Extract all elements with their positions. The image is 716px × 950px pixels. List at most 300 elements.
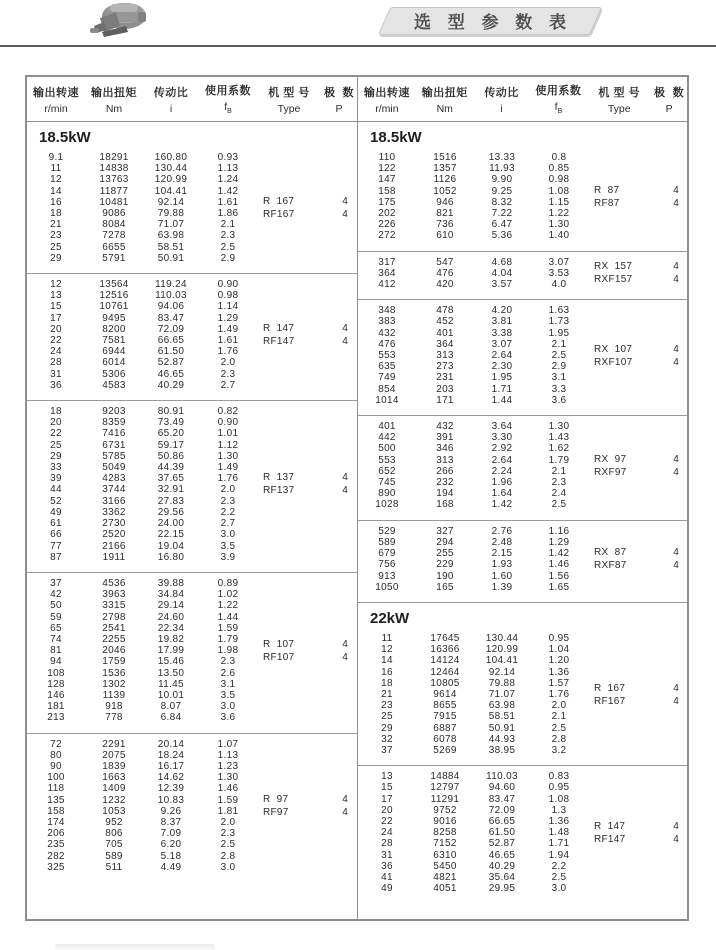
poles-count: 4 <box>342 651 348 663</box>
model-type: RF137 <box>263 485 295 497</box>
output-torque-value: 190 <box>436 570 454 582</box>
output-torque-value: 9016 <box>433 815 457 827</box>
poles-values <box>327 638 357 664</box>
model-type-labels <box>588 453 658 479</box>
data-rows <box>27 152 257 264</box>
data-block <box>358 521 687 603</box>
table-row <box>27 242 257 253</box>
type-poles-area <box>257 279 357 391</box>
ratio-value: 50.91 <box>157 252 185 264</box>
output-speed-value: 749 <box>378 372 396 384</box>
ratio-value: 32.91 <box>157 484 185 496</box>
table-row <box>27 324 257 335</box>
ratio-value: 71.07 <box>157 219 185 231</box>
output-speed-value: 11 <box>381 632 393 644</box>
ratio-value: 39.88 <box>157 577 185 589</box>
output-torque-value: 17645 <box>430 632 460 644</box>
output-torque-value: 194 <box>436 488 454 500</box>
output-speed-value: 146 <box>47 689 65 701</box>
service-factor-value: 1.24 <box>217 174 239 186</box>
output-torque-value: 4283 <box>102 473 126 485</box>
output-torque-value: 6944 <box>102 346 126 358</box>
poles-count: 4 <box>673 547 679 559</box>
output-torque-value: 364 <box>436 338 454 350</box>
service-factor-value: 2.7 <box>220 518 236 530</box>
ratio-value: 3.38 <box>491 327 513 339</box>
service-factor-value: 1.08 <box>548 793 570 805</box>
output-torque-value: 7416 <box>102 428 126 440</box>
model-type: R 107 <box>263 638 295 650</box>
output-speed-value: 87 <box>50 551 62 563</box>
output-speed-value: 158 <box>47 805 65 817</box>
output-speed-value: 348 <box>378 305 396 317</box>
poles-values <box>658 820 687 846</box>
output-torque-value: 1409 <box>102 783 126 795</box>
service-factor-value: 1.79 <box>548 454 570 466</box>
ratio-value: 3.57 <box>491 279 513 291</box>
output-speed-value: 20 <box>381 804 393 816</box>
output-torque-value: 2046 <box>102 645 126 657</box>
ratio-value: 66.65 <box>488 815 516 827</box>
output-torque-value: 7152 <box>433 838 457 850</box>
output-torque-value: 1357 <box>433 163 457 175</box>
gear-motor-illustration <box>86 0 152 44</box>
service-factor-value: 3.0 <box>551 883 567 895</box>
table-row <box>27 406 257 417</box>
table-row <box>358 268 588 279</box>
ratio-value: 65.20 <box>157 428 185 440</box>
table-row <box>27 507 257 518</box>
output-speed-value: 11 <box>50 163 62 175</box>
table-row <box>27 451 257 462</box>
table-row <box>358 723 588 734</box>
poles-values <box>658 260 687 286</box>
table-row <box>27 679 257 690</box>
service-factor-value: 0.90 <box>217 417 239 429</box>
service-factor-value: 1.86 <box>217 208 239 220</box>
data-block <box>27 573 357 734</box>
output-torque-value: 9203 <box>102 406 126 418</box>
output-torque-value: 420 <box>436 279 454 291</box>
service-factor-value: 1.63 <box>548 305 570 317</box>
table-row <box>358 548 588 559</box>
ratio-value: 13.33 <box>488 152 516 163</box>
service-factor-value: 2.1 <box>551 338 567 350</box>
ratio-value: 72.09 <box>157 323 185 335</box>
service-factor-value: 0.85 <box>548 163 570 175</box>
output-speed-value: 206 <box>47 828 65 840</box>
output-torque-value: 10481 <box>99 196 129 208</box>
table-row <box>27 862 257 873</box>
output-torque-value: 1759 <box>102 656 126 668</box>
service-factor-value: 2.9 <box>220 252 236 264</box>
output-torque-value: 952 <box>105 816 123 828</box>
output-speed-value: 13 <box>381 771 393 783</box>
model-type: RX 157 <box>594 261 633 273</box>
output-torque-value: 12516 <box>99 290 129 302</box>
output-torque-value: 1139 <box>102 689 126 701</box>
output-speed-value: 12 <box>381 644 393 656</box>
output-torque-value: 8258 <box>433 827 457 839</box>
ratio-value: 61.50 <box>157 346 185 358</box>
poles-count: 4 <box>342 793 348 805</box>
header-output-speed: 输出转速 r/min <box>363 86 410 115</box>
table-row <box>358 279 588 290</box>
ratio-value: 16.17 <box>157 760 185 772</box>
table-row <box>358 794 588 805</box>
service-factor-value: 2.5 <box>551 350 567 362</box>
service-factor-value: 1.79 <box>217 633 239 645</box>
left-panel-body <box>27 122 357 919</box>
ratio-value: 120.99 <box>154 174 188 186</box>
model-type-labels <box>588 184 658 210</box>
service-factor-value: 0.82 <box>217 406 239 418</box>
output-torque-value: 7915 <box>433 711 457 723</box>
table-row <box>358 384 588 395</box>
output-torque-value: 589 <box>105 850 123 862</box>
service-factor-value: 2.0 <box>220 484 236 496</box>
output-speed-value: 9.1 <box>48 152 64 163</box>
output-torque-value: 6655 <box>102 241 126 253</box>
table-row <box>27 290 257 301</box>
table-left-column <box>27 77 357 919</box>
output-speed-value: 181 <box>47 701 65 713</box>
service-factor-value: 1.36 <box>548 815 570 827</box>
service-factor-value: 0.95 <box>548 782 570 794</box>
data-rows <box>358 305 588 406</box>
output-speed-value: 22 <box>50 428 62 440</box>
header-service-factor: 使用系数 $f_B$ <box>535 85 582 116</box>
table-row <box>358 499 588 510</box>
table-row <box>358 872 588 883</box>
output-speed-value: 202 <box>378 208 396 220</box>
data-rows <box>27 739 257 873</box>
ratio-value: 38.95 <box>488 744 516 756</box>
data-rows <box>27 578 257 724</box>
output-torque-value: 452 <box>436 316 454 328</box>
ratio-value: 12.39 <box>157 783 185 795</box>
ratio-value: 1.42 <box>491 499 513 511</box>
service-factor-value: 3.5 <box>220 689 236 701</box>
output-torque-value: 313 <box>436 350 454 362</box>
service-factor-value: 3.53 <box>548 267 570 279</box>
output-torque-value: 476 <box>436 267 454 279</box>
output-speed-value: 52 <box>50 495 62 507</box>
service-factor-value: 1.20 <box>548 655 570 667</box>
model-type-labels <box>588 820 658 846</box>
table-row <box>358 186 588 197</box>
output-torque-value: 229 <box>436 559 454 571</box>
table-row <box>27 473 257 484</box>
output-speed-value: 412 <box>378 279 396 291</box>
table-row <box>27 634 257 645</box>
output-speed-value: 65 <box>50 622 62 634</box>
data-block <box>27 147 357 274</box>
output-torque-value: 1052 <box>433 185 457 197</box>
output-torque-value: 14838 <box>99 163 129 175</box>
output-speed-value: 36 <box>50 379 62 391</box>
table-row <box>358 571 588 582</box>
service-factor-value: 3.1 <box>551 372 567 384</box>
table-row <box>27 163 257 174</box>
output-torque-value: 18291 <box>99 152 129 163</box>
output-speed-value: 29 <box>50 252 62 264</box>
ratio-value: 16.80 <box>157 551 185 563</box>
output-speed-value: 213 <box>47 712 65 724</box>
output-speed-value: 24 <box>50 346 62 358</box>
service-factor-value: 0.90 <box>217 279 239 291</box>
service-factor-value: 1.14 <box>217 301 239 313</box>
output-torque-value: 6310 <box>433 849 457 861</box>
ratio-value: 94.06 <box>157 301 185 313</box>
output-torque-value: 2730 <box>102 518 126 530</box>
service-factor-value: 1.59 <box>217 622 239 634</box>
table-row <box>358 328 588 339</box>
output-speed-value: 854 <box>378 383 396 395</box>
output-speed-value: 553 <box>378 454 396 466</box>
output-speed-value: 20 <box>50 323 62 335</box>
output-torque-value: 6887 <box>433 722 457 734</box>
ratio-value: 52.87 <box>488 838 516 850</box>
service-factor-value: 0.83 <box>548 771 570 783</box>
ratio-value: 72.09 <box>488 804 516 816</box>
table-row <box>27 739 257 750</box>
ratio-value: 79.88 <box>488 677 516 689</box>
service-factor-value: 1.46 <box>217 783 239 795</box>
header-rule <box>0 45 716 47</box>
output-speed-value: 500 <box>378 443 396 455</box>
output-speed-value: 28 <box>381 838 393 850</box>
output-speed-value: 22 <box>50 335 62 347</box>
service-factor-value: 1.29 <box>217 312 239 324</box>
poles-count: 4 <box>342 336 348 348</box>
ratio-value: 2.24 <box>491 465 513 477</box>
data-block <box>358 300 687 416</box>
table-row <box>27 589 257 600</box>
ratio-value: 6.84 <box>160 712 182 724</box>
output-speed-value: 14 <box>50 185 62 197</box>
output-speed-value: 100 <box>47 772 65 784</box>
poles-values <box>658 546 687 572</box>
table-row <box>358 667 588 678</box>
table-row <box>358 230 588 241</box>
ratio-value: 50.91 <box>488 722 516 734</box>
ratio-value: 3.64 <box>491 421 513 433</box>
service-factor-value: 1.23 <box>217 760 239 772</box>
output-torque-value: 5306 <box>102 368 126 380</box>
table-row <box>27 186 257 197</box>
service-factor-value: 4.0 <box>551 279 567 291</box>
output-speed-value: 90 <box>50 760 62 772</box>
ratio-value: 73.49 <box>157 417 185 429</box>
output-torque-value: 5785 <box>102 450 126 462</box>
ratio-value: 63.98 <box>157 230 185 242</box>
output-speed-value: 33 <box>50 462 62 474</box>
ratio-value: 9.25 <box>491 185 513 197</box>
ratio-value: 83.47 <box>488 793 516 805</box>
power-section-title: 22kW <box>370 609 410 627</box>
data-block <box>27 274 357 401</box>
poles-count: 4 <box>342 323 348 335</box>
table-row <box>27 279 257 290</box>
poles-values <box>327 793 357 819</box>
poles-count: 4 <box>673 356 679 368</box>
table-row <box>358 257 588 268</box>
poles-count: 4 <box>342 638 348 650</box>
output-speed-value: 61 <box>50 518 62 530</box>
ratio-value: 59.17 <box>157 439 185 451</box>
service-factor-value: 2.0 <box>551 700 567 712</box>
service-factor-value: 3.0 <box>220 701 236 713</box>
service-factor-value: 1.43 <box>548 432 570 444</box>
table-row <box>358 711 588 722</box>
ratio-value: 4.20 <box>491 305 513 317</box>
ratio-value: 20.14 <box>157 738 185 750</box>
output-speed-value: 24 <box>381 827 393 839</box>
service-factor-value: 1.76 <box>217 473 239 485</box>
ratio-value: 9.26 <box>160 805 182 817</box>
model-type-labels <box>257 471 327 497</box>
poles-count: 4 <box>342 806 348 818</box>
table-row <box>27 600 257 611</box>
ratio-value: 58.51 <box>157 241 185 253</box>
ratio-value: 2.64 <box>491 350 513 362</box>
service-factor-value: 2.2 <box>220 506 236 518</box>
output-torque-value: 232 <box>436 477 454 489</box>
table-row <box>27 440 257 451</box>
output-speed-value: 25 <box>50 241 62 253</box>
table-row <box>358 644 588 655</box>
service-factor-value: 2.3 <box>220 495 236 507</box>
output-torque-value: 778 <box>105 712 123 724</box>
output-speed-value: 442 <box>378 432 396 444</box>
ratio-value: 8.37 <box>160 816 182 828</box>
output-speed-value: 913 <box>378 570 396 582</box>
ratio-value: 19.04 <box>157 540 185 552</box>
table-row <box>27 552 257 563</box>
service-factor-value: 1.29 <box>548 536 570 548</box>
output-speed-value: 36 <box>381 860 393 872</box>
model-type: RX 87 <box>594 547 627 559</box>
output-torque-value: 610 <box>436 230 454 242</box>
service-factor-value: 1.98 <box>217 645 239 657</box>
selection-parameter-table <box>25 75 689 921</box>
service-factor-value: 2.3 <box>551 477 567 489</box>
data-block <box>358 766 687 903</box>
model-type-labels <box>257 638 327 664</box>
output-speed-value: 49 <box>381 883 393 895</box>
ratio-value: 80.91 <box>157 406 185 418</box>
output-torque-value: 6078 <box>433 733 457 745</box>
ratio-value: 46.65 <box>488 849 516 861</box>
table-row <box>27 174 257 185</box>
output-torque-value: 918 <box>105 701 123 713</box>
ratio-value: 3.81 <box>491 316 513 328</box>
output-torque-value: 7581 <box>102 335 126 347</box>
ratio-value: 3.07 <box>491 338 513 350</box>
output-speed-value: 37 <box>381 744 393 756</box>
ratio-value: 1.95 <box>491 372 513 384</box>
service-factor-value: 2.5 <box>551 722 567 734</box>
table-row <box>358 163 588 174</box>
table-row <box>358 432 588 443</box>
table-row <box>358 421 588 432</box>
table-row <box>358 805 588 816</box>
poles-count: 4 <box>673 197 679 209</box>
data-rows <box>358 526 588 593</box>
ratio-value: 29.56 <box>157 506 185 518</box>
table-row <box>27 690 257 701</box>
table-row <box>27 578 257 589</box>
output-speed-value: 16 <box>381 666 393 678</box>
output-torque-value: 1536 <box>102 667 126 679</box>
ratio-value: 2.76 <box>491 525 513 537</box>
service-factor-value: 3.5 <box>220 540 236 552</box>
table-row <box>27 346 257 357</box>
service-factor-value: 2.5 <box>220 241 236 253</box>
model-type: RX 107 <box>594 343 633 355</box>
model-type: R 167 <box>263 196 295 208</box>
output-speed-value: 383 <box>378 316 396 328</box>
output-torque-value: 2255 <box>102 633 126 645</box>
table-row <box>27 701 257 712</box>
table-row <box>27 645 257 656</box>
poles-count: 4 <box>673 274 679 286</box>
output-torque-value: 3315 <box>102 600 126 612</box>
ratio-value: 44.93 <box>488 733 516 745</box>
type-poles-area <box>588 305 687 406</box>
table-row <box>358 466 588 477</box>
service-factor-value: 1.49 <box>217 323 239 335</box>
poles-values <box>658 682 687 708</box>
service-factor-value: 1.94 <box>548 849 570 861</box>
output-torque-value: 294 <box>436 536 454 548</box>
service-factor-value: 1.62 <box>548 443 570 455</box>
type-poles-area <box>257 406 357 563</box>
ratio-value: 40.29 <box>488 860 516 872</box>
output-torque-value: 821 <box>436 208 454 220</box>
output-torque-value: 4536 <box>102 577 126 589</box>
ratio-value: 94.60 <box>488 782 516 794</box>
data-rows <box>358 771 588 894</box>
header-model-type: 机 型 号 Type <box>268 86 310 115</box>
output-torque-value: 12797 <box>430 782 460 794</box>
output-torque-value: 1126 <box>433 174 457 186</box>
output-torque-value: 10761 <box>99 301 129 313</box>
power-section-title: 18.5kW <box>39 129 91 146</box>
ratio-value: 3.30 <box>491 432 513 444</box>
output-torque-value: 2541 <box>102 622 126 634</box>
model-type: RXF107 <box>594 356 633 368</box>
table-row <box>358 689 588 700</box>
table-row <box>358 477 588 488</box>
output-torque-value: 346 <box>436 443 454 455</box>
ratio-value: 61.50 <box>488 827 516 839</box>
table-row <box>27 152 257 163</box>
ratio-value: 2.15 <box>491 548 513 560</box>
service-factor-value: 1.48 <box>548 827 570 839</box>
output-speed-value: 15 <box>381 782 393 794</box>
output-torque-value: 8084 <box>102 219 126 231</box>
table-row <box>27 783 257 794</box>
ratio-value: 130.44 <box>485 632 519 644</box>
output-torque-value: 2291 <box>102 738 126 750</box>
output-speed-value: 29 <box>381 722 393 734</box>
service-factor-value: 1.73 <box>548 316 570 328</box>
output-torque-value: 8200 <box>102 323 126 335</box>
model-type: R 167 <box>594 682 626 694</box>
service-factor-value: 1.08 <box>548 185 570 197</box>
